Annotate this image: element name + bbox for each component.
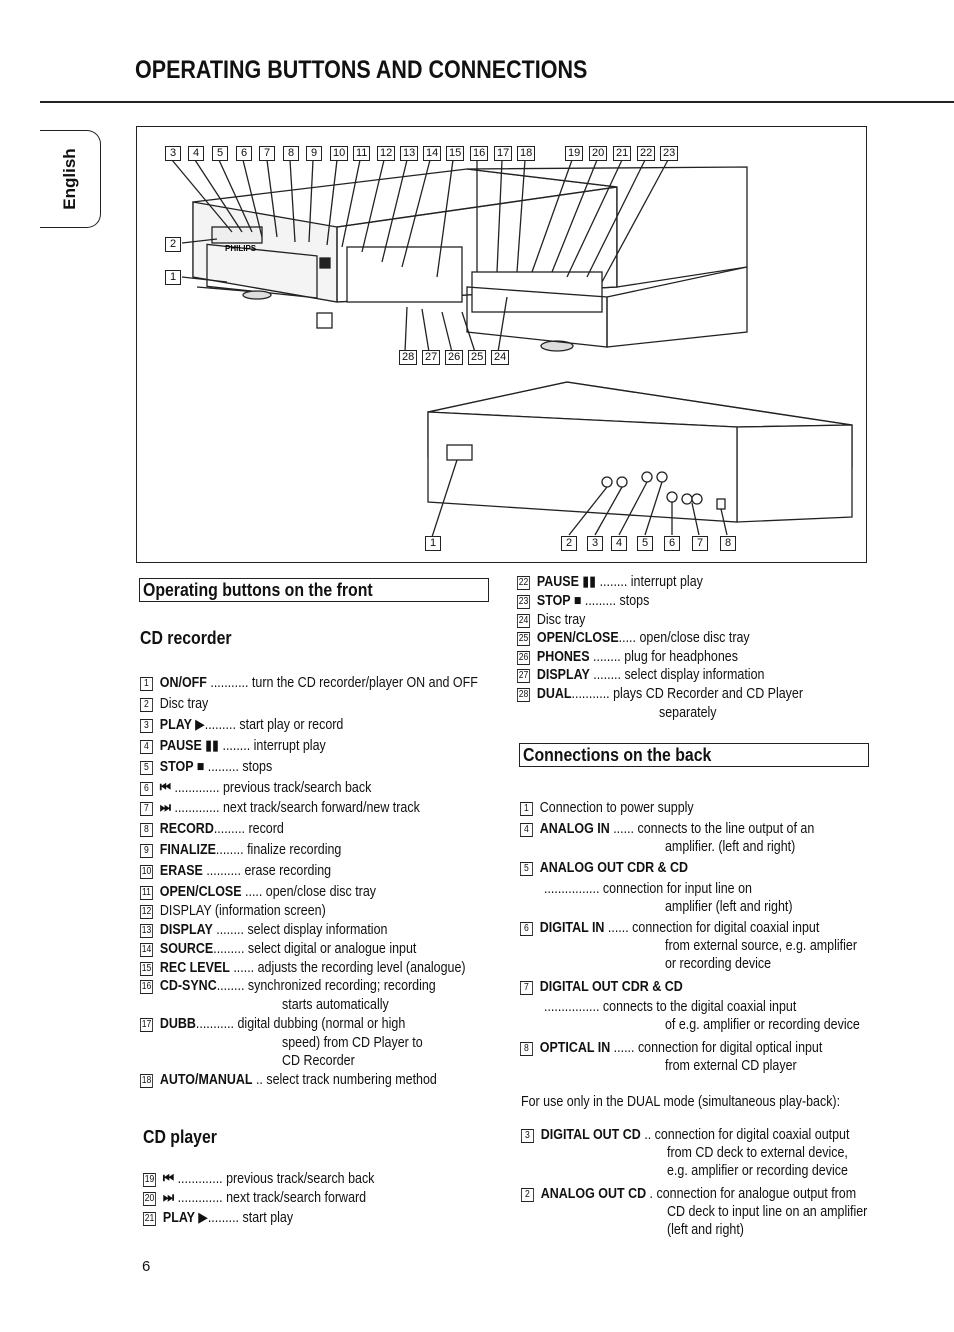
callout-number: 19 xyxy=(565,146,583,161)
item-description: interrupt play xyxy=(250,738,326,754)
cd-recorder-heading: CD recorder xyxy=(140,628,232,648)
item-label: OPEN/CLOSE xyxy=(159,884,242,900)
cd-recorder-item xyxy=(140,1015,405,1033)
item-dots: ......... xyxy=(213,821,246,837)
item-label: ANALOG IN xyxy=(539,821,610,837)
callout-number: 27 xyxy=(422,350,440,365)
callout-number: 9 xyxy=(306,146,322,161)
cd-player-item xyxy=(143,1189,366,1207)
cd-recorder-item xyxy=(140,758,272,776)
cd-recorder-item xyxy=(140,716,343,734)
item-description: connection for analogue output from xyxy=(653,1186,857,1202)
item-number: 15 xyxy=(141,963,152,974)
item-label: DIGITAL IN xyxy=(539,920,605,936)
item-description: stops xyxy=(616,593,650,609)
callout-number: 3 xyxy=(587,536,603,551)
item-dots: ................ xyxy=(544,999,600,1015)
item-continuation: amplifier. (left and right) xyxy=(665,839,796,855)
item-number: 28 xyxy=(518,689,529,700)
item-description: connects to the digital coaxial input xyxy=(599,999,797,1015)
item-dots: ........ xyxy=(212,922,244,938)
item-label: DIGITAL OUT CDR & CD xyxy=(539,979,683,995)
item-description: connection for input line on xyxy=(599,881,752,897)
item-continuation: from external CD player xyxy=(665,1058,797,1074)
item-continuation: starts automatically xyxy=(282,997,389,1013)
item-number: 1 xyxy=(520,802,533,816)
item-continuation: CD Recorder xyxy=(282,1053,355,1069)
item-dots: ........ xyxy=(589,667,621,683)
item-description: synchronized recording; recording xyxy=(244,978,436,994)
item-dots: .. xyxy=(252,1072,263,1088)
item-label: DUBB xyxy=(159,1016,196,1032)
callout-number: 4 xyxy=(188,146,204,161)
item-label: PHONES xyxy=(536,649,590,665)
item-label: PLAY ▶ xyxy=(162,1210,208,1226)
item-description: record xyxy=(245,821,284,837)
item-dots: ..... xyxy=(618,630,636,646)
item-dots: ...... xyxy=(610,1040,635,1056)
callout-number: 1 xyxy=(425,536,441,551)
item-description: select display information xyxy=(243,922,388,938)
item-number: 18 xyxy=(141,1075,152,1086)
callout-number: 1 xyxy=(165,270,181,285)
title-rule xyxy=(40,101,954,103)
item-description: select display information xyxy=(620,667,765,683)
item-dots: .. xyxy=(640,1127,652,1143)
callout-number: 6 xyxy=(664,536,680,551)
cd-recorder-item xyxy=(140,779,371,797)
item-description: interrupt play xyxy=(627,574,703,590)
item-description: turn the CD recorder/player ON and OFF xyxy=(248,675,478,691)
item-description: finalize recording xyxy=(243,842,342,858)
callout-number: 20 xyxy=(589,146,607,161)
back-connection-item xyxy=(520,978,683,996)
item-number: 16 xyxy=(141,981,152,992)
item-description: previous track/search back xyxy=(219,780,372,796)
item-description: digital dubbing (normal or high xyxy=(234,1016,406,1032)
cd-recorder-item xyxy=(140,674,478,692)
item-description: DISPLAY (information screen) xyxy=(159,903,326,919)
item-continuation: separately xyxy=(659,705,717,721)
item-dots: ...... xyxy=(609,821,635,837)
item-label: RECORD xyxy=(159,821,214,837)
item-description: open/close disc tray xyxy=(262,884,377,900)
callout-number: 7 xyxy=(692,536,708,551)
item-number: 7 xyxy=(140,802,153,816)
callout-number: 7 xyxy=(259,146,275,161)
item-number: 12 xyxy=(141,906,152,917)
item-label: CD-SYNC xyxy=(159,978,217,994)
back-connection-item xyxy=(520,1039,822,1057)
item-label: DIGITAL OUT CD xyxy=(540,1127,641,1143)
item-label: ON/OFF xyxy=(159,675,207,691)
item-description: stops xyxy=(238,759,273,775)
item-number: 1 xyxy=(140,677,153,691)
item-dots: ........ xyxy=(596,574,628,590)
item-number: 10 xyxy=(141,866,152,877)
back-connection-item xyxy=(520,859,688,877)
item-label: ANALOG OUT CDR & CD xyxy=(539,860,689,876)
item-dots: .......... xyxy=(202,863,241,879)
cd-recorder-item xyxy=(140,977,436,995)
item-dots: ............. xyxy=(171,780,220,796)
item-dots: ........... xyxy=(206,675,249,691)
item-label: ERASE xyxy=(159,863,203,879)
front-item xyxy=(517,685,803,703)
item-label: ⏭ xyxy=(159,800,172,816)
item-continuation: e.g. amplifier or recording device xyxy=(667,1163,848,1179)
item-number: 20 xyxy=(144,1193,155,1204)
item-label: STOP ■ xyxy=(536,593,582,609)
item-dots: ........... xyxy=(571,686,610,702)
page-number: 6 xyxy=(142,1258,151,1275)
device-illustration xyxy=(136,126,867,563)
item-label: PAUSE ▮▮ xyxy=(159,738,220,754)
item-number: 9 xyxy=(140,844,153,858)
callout-number: 28 xyxy=(399,350,417,365)
language-tab-label: English xyxy=(60,148,79,210)
front-item xyxy=(517,648,738,666)
callout-number: 26 xyxy=(445,350,463,365)
item-dots: ........... xyxy=(195,1016,235,1032)
callout-number: 15 xyxy=(446,146,464,161)
callout-number: 24 xyxy=(491,350,509,365)
item-number: 5 xyxy=(520,862,533,876)
item-dots: ............. xyxy=(174,1171,223,1187)
item-label: DISPLAY xyxy=(159,922,213,938)
cd-recorder-item xyxy=(140,695,208,713)
item-description: Disc tray xyxy=(159,696,209,712)
cd-player-item xyxy=(143,1209,293,1227)
item-continuation: of e.g. amplifier or recording device xyxy=(665,1017,860,1033)
item-number: 22 xyxy=(518,577,529,588)
back-section-heading-box xyxy=(519,743,869,767)
callout-number: 13 xyxy=(400,146,418,161)
item-number: 23 xyxy=(518,596,529,607)
item-dots: ........ xyxy=(589,649,621,665)
item-description: next track/search forward/new track xyxy=(219,800,420,816)
item-description: select digital or analogue input xyxy=(244,941,417,957)
callout-number: 14 xyxy=(423,146,441,161)
front-item xyxy=(517,666,764,684)
item-description: plug for headphones xyxy=(620,649,738,665)
item-description: next track/search forward xyxy=(222,1190,367,1206)
front-item xyxy=(517,611,585,629)
callout-number: 6 xyxy=(236,146,252,161)
back-connection-item xyxy=(544,998,796,1016)
item-dots: ...... xyxy=(604,920,629,936)
cd-recorder-item xyxy=(140,820,284,838)
item-number: 26 xyxy=(518,652,529,663)
item-description: start play or record xyxy=(235,717,344,733)
item-dots: . xyxy=(646,1186,654,1202)
item-number: 6 xyxy=(140,782,153,796)
item-description: previous track/search back xyxy=(222,1171,375,1187)
cd-recorder-item xyxy=(140,959,466,977)
callout-number: 23 xyxy=(660,146,678,161)
item-number: 8 xyxy=(140,823,153,837)
item-continuation: CD deck to input line on an amplifier xyxy=(667,1204,868,1220)
item-description: adjusts the recording level (analogue) xyxy=(254,960,466,976)
cd-recorder-item xyxy=(140,1071,437,1089)
item-label: AUTO/MANUAL xyxy=(159,1072,253,1088)
item-continuation: from CD deck to external device, xyxy=(667,1145,848,1161)
item-label: OPEN/CLOSE xyxy=(536,630,619,646)
item-continuation: speed) from CD Player to xyxy=(282,1035,423,1051)
dual-connection-item xyxy=(521,1126,849,1144)
dual-connection-item xyxy=(521,1185,856,1203)
callout-number: 10 xyxy=(330,146,348,161)
callout-number: 21 xyxy=(613,146,631,161)
item-description: connection for digital optical input xyxy=(634,1040,823,1056)
item-continuation: amplifier (left and right) xyxy=(665,899,793,915)
page-title: OPERATING BUTTONS AND CONNECTIONS xyxy=(135,56,588,84)
dual-mode-note: For use only in the DUAL mode (simultaneous play-back): xyxy=(521,1094,841,1110)
item-number: 21 xyxy=(144,1213,155,1224)
callout-number: 8 xyxy=(283,146,299,161)
item-number: 6 xyxy=(520,922,533,936)
item-number: 27 xyxy=(518,670,529,681)
item-number: 3 xyxy=(140,719,153,733)
front-section-heading: Operating buttons on the front xyxy=(143,580,373,600)
item-dots: ......... xyxy=(207,1210,240,1226)
callout-number: 12 xyxy=(377,146,395,161)
item-dots: ......... xyxy=(204,759,239,775)
item-dots: ........ xyxy=(215,842,244,858)
item-label: FINALIZE xyxy=(159,842,216,858)
item-dots: ............. xyxy=(174,1190,223,1206)
back-section-heading: Connections on the back xyxy=(523,745,712,765)
item-continuation: or recording device xyxy=(665,956,772,972)
callout-number: 5 xyxy=(637,536,653,551)
cd-recorder-item xyxy=(140,799,420,817)
item-number: 19 xyxy=(144,1174,155,1185)
item-dots: ........ xyxy=(219,738,251,754)
callout-number: 4 xyxy=(611,536,627,551)
item-number: 4 xyxy=(140,740,153,754)
item-dots: ..... xyxy=(241,884,263,900)
back-connection-item xyxy=(520,799,694,817)
item-label: DISPLAY xyxy=(536,667,590,683)
item-continuation: (left and right) xyxy=(667,1222,744,1238)
item-dots: ......... xyxy=(581,593,617,609)
front-item xyxy=(517,573,703,591)
language-tab xyxy=(40,130,101,228)
item-number: 17 xyxy=(141,1019,152,1030)
item-number: 13 xyxy=(141,925,152,936)
front-section-heading-box xyxy=(139,578,489,602)
item-number: 11 xyxy=(141,887,151,898)
front-item xyxy=(517,629,750,647)
cd-player-item xyxy=(143,1170,374,1188)
item-dots: ......... xyxy=(213,941,245,957)
item-description: Disc tray xyxy=(536,612,586,628)
item-number: 14 xyxy=(141,944,152,955)
item-number: 7 xyxy=(520,981,533,995)
item-description: plays CD Recorder and CD Player xyxy=(609,686,804,702)
item-number: 2 xyxy=(140,698,153,712)
item-dots: ......... xyxy=(204,717,236,733)
cd-recorder-item xyxy=(140,902,326,920)
item-label: ⏭ xyxy=(162,1190,175,1206)
back-connection-item xyxy=(544,880,752,898)
item-description: connects to the line output of an xyxy=(634,821,815,837)
cd-recorder-item xyxy=(140,737,326,755)
cd-recorder-item xyxy=(140,862,331,880)
front-item xyxy=(517,592,649,610)
item-label: OPTICAL IN xyxy=(539,1040,611,1056)
item-description: open/close disc tray xyxy=(635,630,750,646)
callout-number: 17 xyxy=(494,146,512,161)
cd-recorder-item xyxy=(140,883,376,901)
callout-number: 2 xyxy=(165,237,181,252)
cd-recorder-item xyxy=(140,940,416,958)
cd-recorder-item xyxy=(140,921,387,939)
brand-label: PHILIPS xyxy=(225,244,257,253)
callout-number: 16 xyxy=(470,146,488,161)
cd-recorder-item xyxy=(140,841,341,859)
item-description: Connection to power supply xyxy=(539,800,694,816)
cd-player-heading: CD player xyxy=(143,1127,217,1147)
callout-number: 8 xyxy=(720,536,736,551)
item-dots: ............. xyxy=(171,800,220,816)
item-label: ⏮ xyxy=(162,1171,175,1187)
item-label: SOURCE xyxy=(159,941,214,957)
item-label: REC LEVEL xyxy=(159,960,230,976)
item-label: STOP ■ xyxy=(159,759,205,775)
callout-number: 18 xyxy=(517,146,535,161)
item-continuation: from external source, e.g. amplifier xyxy=(665,938,857,954)
callout-number: 2 xyxy=(561,536,577,551)
item-description: start play xyxy=(239,1210,294,1226)
item-description: connection for digital coaxial input xyxy=(628,920,820,936)
item-number: 4 xyxy=(520,823,533,837)
item-dots: ........ xyxy=(216,978,245,994)
callout-number: 25 xyxy=(468,350,486,365)
item-number: 2 xyxy=(521,1188,534,1202)
item-description: select track numbering method xyxy=(262,1072,437,1088)
back-connection-item xyxy=(520,820,814,838)
item-dots: ...... xyxy=(229,960,255,976)
device-drawing xyxy=(137,127,868,564)
item-number: 5 xyxy=(140,761,153,775)
item-label: PAUSE ▮▮ xyxy=(536,574,597,590)
callout-number: 11 xyxy=(353,146,370,161)
item-label: DUAL xyxy=(536,686,572,702)
item-number: 25 xyxy=(518,633,529,644)
item-label: ⏮ xyxy=(159,780,172,796)
item-label: PLAY ▶ xyxy=(159,717,205,733)
callout-number: 3 xyxy=(165,146,181,161)
item-number: 24 xyxy=(518,615,529,626)
item-dots: ................ xyxy=(544,881,600,897)
item-description: connection for digital coaxial output xyxy=(651,1127,850,1143)
callout-number: 22 xyxy=(637,146,655,161)
item-description: erase recording xyxy=(240,863,332,879)
item-number: 8 xyxy=(520,1042,533,1056)
callout-number: 5 xyxy=(212,146,228,161)
item-label: ANALOG OUT CD xyxy=(540,1186,647,1202)
item-number: 3 xyxy=(521,1129,534,1143)
back-connection-item xyxy=(520,919,819,937)
